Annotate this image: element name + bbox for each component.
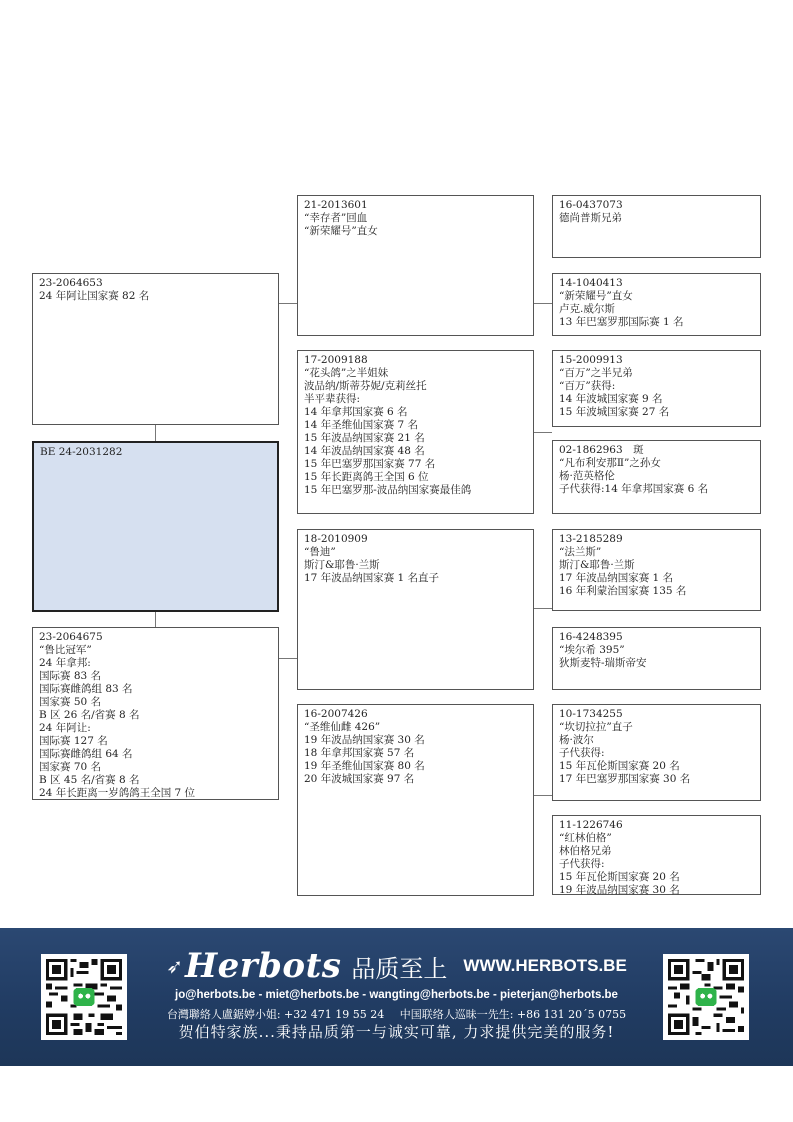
pedigree-detail-line: B 区 26 名/省赛 8 名	[39, 709, 140, 721]
ring-number: 18-2010909	[304, 533, 368, 545]
pedigree-detail-line: 国家赛 70 名	[39, 761, 102, 773]
contact-line	[0, 1006, 793, 1022]
pedigree-detail-line: “花头鸽”之半姐妹	[304, 367, 389, 379]
pedigree-detail-line: 15 年瓦伦斯国家赛 20 名	[559, 760, 680, 772]
pedigree-detail-line: 13 年巴塞罗那国际赛 1 名	[559, 316, 684, 328]
dam-box	[32, 627, 279, 800]
pedigree-detail-line: 14 年拿邦国家赛 6 名	[304, 406, 408, 418]
pedigree-detail-line: 15 年巴塞罗那-波品纳国家赛最佳鸽	[304, 484, 472, 496]
pedigree-detail-line: 德尚普斯兄弟	[559, 212, 622, 224]
pedigree-detail-line: 18 年拿邦国家赛 57 名	[304, 747, 415, 759]
pedigree-detail-line: 24 年阿让国家赛 82 名	[39, 290, 150, 302]
wing-icon: ➶	[166, 954, 183, 978]
connector	[533, 795, 552, 796]
pedigree-detail-line: 杨·范英格伦	[559, 470, 615, 482]
pedigree-detail-line: “埃尔希 395”	[559, 644, 625, 656]
dam-sire-box	[297, 529, 534, 690]
pedigree-detail-line: 子代获得:	[559, 858, 605, 870]
sire-sire-box	[297, 195, 534, 336]
pedigree-detail-line: “百万”之半兄弟	[559, 367, 633, 379]
pedigree-detail-line: 子代获得:14 年拿邦国家赛 6 名	[559, 483, 709, 495]
pedigree-detail-line: 17 年巴塞罗那国家赛 30 名	[559, 773, 691, 785]
pedigree-detail-line: 国家赛 50 名	[39, 696, 102, 708]
pedigree-detail-line: “鲁迪”	[304, 546, 336, 558]
sire-dam-sire-box	[552, 350, 761, 427]
connector	[533, 303, 552, 304]
sire-sire-dam-box	[552, 273, 761, 336]
ring-number: 10-1734255	[559, 708, 623, 720]
pedigree-detail-line: 15 年长距离鸽王全国 6 位	[304, 471, 429, 483]
sire-dam-box	[297, 350, 534, 514]
pedigree-detail-line: 斯汀&耶鲁·兰斯	[304, 559, 380, 571]
pedigree-detail-line: “幸存者”回血	[304, 212, 368, 224]
connector	[533, 608, 552, 609]
pedigree-detail-line: 16 年利蒙治国家赛 135 名	[559, 585, 687, 597]
pedigree-detail-line: 24 年长距离一岁鸽鸽王全国 7 位	[39, 787, 196, 799]
sire-dam-dam-box	[552, 440, 761, 514]
pedigree-detail-line: B 区 45 名/省赛 8 名	[39, 774, 140, 786]
pedigree-detail-line: “法兰斯”	[559, 546, 602, 558]
pedigree-detail-line: 14 年波品纳国家赛 48 名	[304, 445, 425, 457]
motto: 贺伯特家族...秉持品质第一与诚实可靠, 力求提供完美的服务!	[178, 1023, 615, 1041]
contact-taiwan: 台灣聯絡人盧鋸婷小姐: +32 471 19 55 24	[166, 1008, 385, 1021]
pedigree-detail-line: “新荣耀号”直女	[559, 290, 633, 302]
pedigree-detail-line: 15 年巴塞罗那国家赛 77 名	[304, 458, 436, 470]
pedigree-detail-line: 17 年波品纳国家赛 1 名直子	[304, 572, 440, 584]
pedigree-detail-line: “百万”获得:	[559, 380, 616, 392]
pedigree-detail-line: 19 年波品纳国家赛 30 名	[304, 734, 425, 746]
pedigree-detail-line: “凡布利安那Ⅱ”之孙女	[559, 457, 661, 469]
connector	[533, 432, 552, 433]
ring-number: 16-2007426	[304, 708, 368, 720]
subject-pigeon-box	[32, 441, 279, 612]
connector	[278, 303, 297, 304]
pedigree-detail-line: 狄斯麦特-瑞斯帝安	[559, 657, 647, 669]
pedigree-detail-line: 19 年圣维仙国家赛 80 名	[304, 760, 425, 772]
pedigree-detail-line: 国际赛 127 名	[39, 735, 108, 747]
pedigree-detail-line: 14 年波城国家赛 9 名	[559, 393, 663, 405]
connector	[155, 425, 156, 441]
pedigree-detail-line: 24 年阿让:	[39, 722, 91, 734]
contact-china: 中国联络人巡昧一先生: +86 131 20´5 0755	[399, 1008, 627, 1021]
pedigree-detail-line: 子代获得:	[559, 747, 605, 759]
ring-number: 15-2009913	[559, 354, 623, 366]
ring-number: 16-4248395	[559, 631, 623, 643]
dam-dam-dam-box	[552, 815, 761, 895]
email-list[interactable]: jo@herbots.be - miet@herbots.be - wangting@herbots.be - pieterjan@herbots.be	[175, 989, 618, 1001]
pedigree-detail-line: “坎切拉拉”直子	[559, 721, 633, 733]
pedigree-detail-line: 卢克.威尔斯	[559, 303, 615, 315]
ring-number: 02-1862963 斑	[559, 444, 644, 456]
pedigree-detail-line: 国际赛 83 名	[39, 670, 102, 682]
pedigree-detail-line: 杨·波尔	[559, 734, 594, 746]
pedigree-detail-line: “鲁比冠军”	[39, 644, 92, 656]
ring-number: 11-1226746	[559, 819, 623, 831]
ring-number: 13-2185289	[559, 533, 623, 545]
sire-box	[32, 273, 279, 425]
dam-sire-dam-box	[552, 627, 761, 690]
pedigree-detail-line: 15 年波城国家赛 27 名	[559, 406, 670, 418]
ring-number: 23-2064675	[39, 631, 103, 643]
brand-row	[0, 946, 793, 986]
pedigree-detail-line: 林伯格兄弟	[559, 845, 612, 857]
pedigree-detail-line: 15 年波品纳国家赛 21 名	[304, 432, 425, 444]
pedigree-detail-line: 斯汀&耶鲁·兰斯	[559, 559, 635, 571]
ring-number: 14-1040413	[559, 277, 623, 289]
ring-number: BE 24-2031282	[40, 446, 123, 458]
dam-sire-sire-box	[552, 529, 761, 611]
ring-number: 16-0437073	[559, 199, 623, 211]
ring-number: 21-2013601	[304, 199, 368, 211]
pedigree-detail-line: 14 年圣维仙国家赛 7 名	[304, 419, 419, 431]
dam-dam-sire-box	[552, 704, 761, 801]
pedigree-detail-line: 24 年拿邦:	[39, 657, 91, 669]
sire-sire-sire-box	[552, 195, 761, 258]
pedigree-detail-line: 19 年波品纳国家赛 30 名	[559, 884, 680, 896]
dam-dam-box	[297, 704, 534, 896]
pedigree-detail-line: 20 年波城国家赛 97 名	[304, 773, 415, 785]
pedigree-detail-line: “新荣耀号”直女	[304, 225, 378, 237]
ring-number: 17-2009188	[304, 354, 368, 366]
pedigree-detail-line: 国际赛雌鸽组 83 名	[39, 683, 133, 695]
pedigree-detail-line: 17 年波品纳国家赛 1 名	[559, 572, 674, 584]
pedigree-detail-line: 半平辈获得:	[304, 393, 361, 405]
slogan: 品质至上	[351, 954, 448, 983]
connector	[155, 612, 156, 627]
footer-banner	[0, 928, 793, 1066]
pedigree-detail-line: “红林伯格”	[559, 832, 612, 844]
pedigree-detail-line: 国际赛雌鸽组 64 名	[39, 748, 133, 760]
connector	[278, 658, 297, 659]
pedigree-detail-line: 波品纳/斯蒂芬妮/克莉丝托	[304, 380, 427, 392]
herbots-logo: Herbots	[184, 946, 342, 986]
website-link[interactable]: WWW.HERBOTS.BE	[463, 956, 627, 975]
pedigree-detail-line: “圣维仙雌 426”	[304, 721, 381, 733]
pedigree-detail-line: 15 年瓦伦斯国家赛 20 名	[559, 871, 680, 883]
ring-number: 23-2064653	[39, 277, 103, 289]
